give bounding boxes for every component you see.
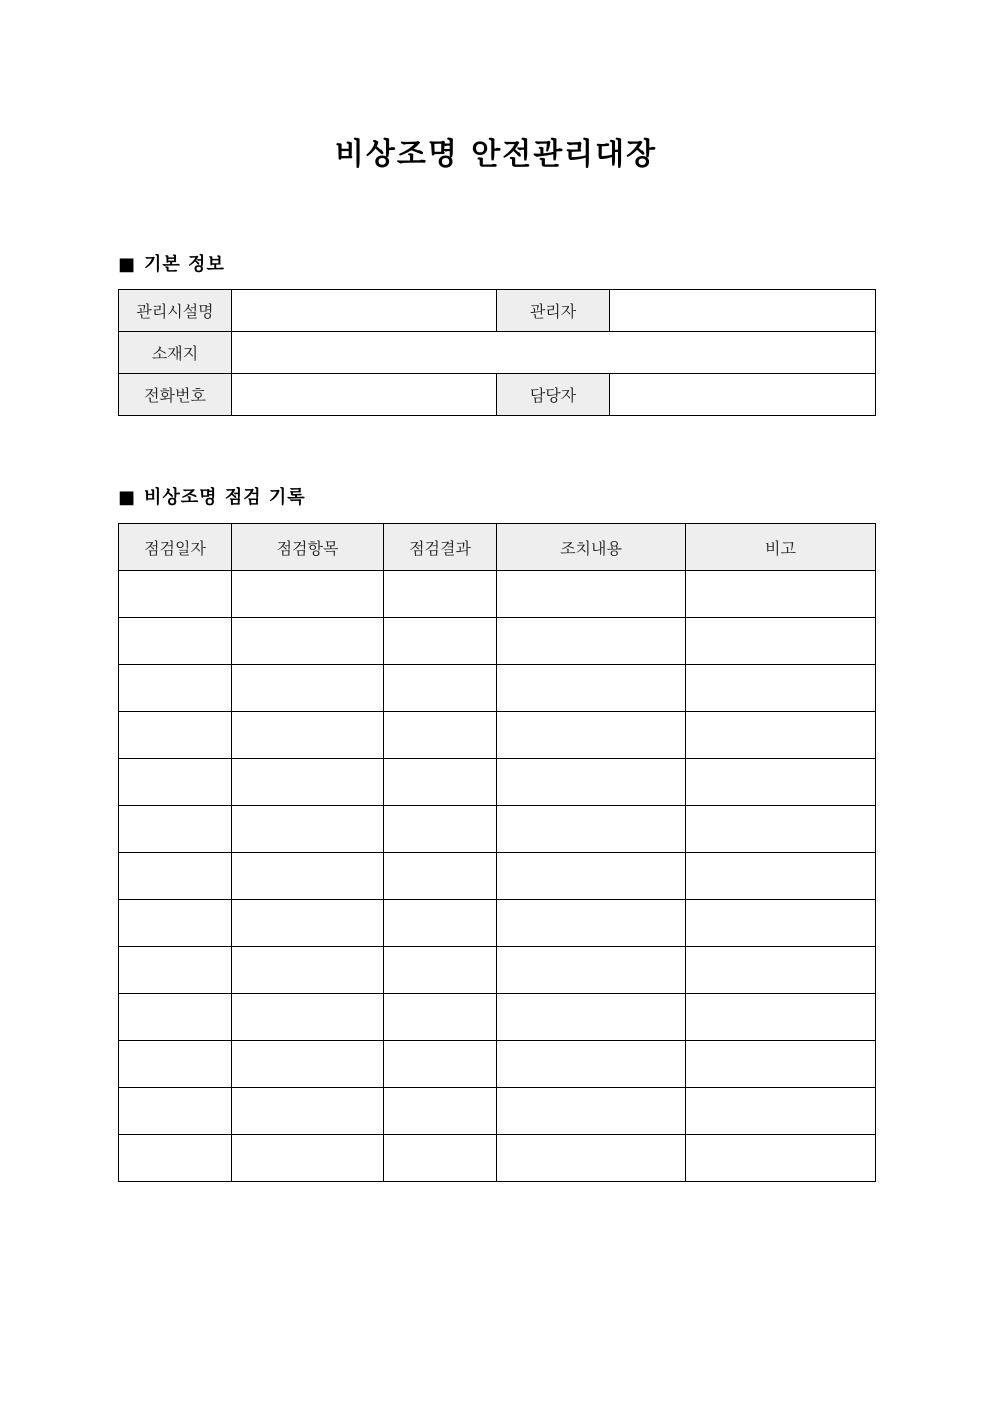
date-cell[interactable] (119, 1088, 232, 1135)
item-cell[interactable] (232, 1135, 384, 1182)
remarks-cell[interactable] (686, 712, 876, 759)
result-cell[interactable] (384, 853, 497, 900)
table-row (119, 1135, 876, 1182)
phone-field[interactable] (232, 374, 497, 416)
remarks-cell[interactable] (686, 1088, 876, 1135)
column-header-item: 점검항목 (232, 524, 384, 571)
basic-info-table (118, 289, 876, 416)
action-cell[interactable] (497, 900, 686, 947)
remarks-cell[interactable] (686, 665, 876, 712)
table-row (119, 853, 876, 900)
date-cell[interactable] (119, 712, 232, 759)
table-row (119, 947, 876, 994)
manager-label: 관리자 (497, 290, 610, 332)
item-cell[interactable] (232, 665, 384, 712)
result-cell[interactable] (384, 618, 497, 665)
item-cell[interactable] (232, 571, 384, 618)
item-cell[interactable] (232, 853, 384, 900)
action-cell[interactable] (497, 571, 686, 618)
person-in-charge-field[interactable] (610, 374, 876, 416)
action-cell[interactable] (497, 618, 686, 665)
table-row (119, 1041, 876, 1088)
result-cell[interactable] (384, 900, 497, 947)
table-row (119, 994, 876, 1041)
remarks-cell[interactable] (686, 853, 876, 900)
date-cell[interactable] (119, 947, 232, 994)
column-header-date: 점검일자 (119, 524, 232, 571)
table-row (119, 900, 876, 947)
remarks-cell[interactable] (686, 618, 876, 665)
table-row (119, 618, 876, 665)
date-cell[interactable] (119, 1041, 232, 1088)
facility-name-field[interactable] (232, 290, 497, 332)
column-header-result: 점검결과 (384, 524, 497, 571)
manager-field[interactable] (610, 290, 876, 332)
table-row (119, 571, 876, 618)
table-row (119, 1088, 876, 1135)
basic-info-heading-text: 기본 정보 (144, 254, 225, 275)
action-cell[interactable] (497, 806, 686, 853)
result-cell[interactable] (384, 1041, 497, 1088)
date-cell[interactable] (119, 571, 232, 618)
result-cell[interactable] (384, 571, 497, 618)
inspection-header-row (119, 524, 876, 571)
square-bullet-icon: ■ (118, 254, 137, 275)
item-cell[interactable] (232, 712, 384, 759)
action-cell[interactable] (497, 712, 686, 759)
column-header-action: 조치내용 (497, 524, 686, 571)
page-title: 비상조명 안전관리대장 (334, 137, 658, 172)
info-row-facility (119, 290, 876, 332)
action-cell[interactable] (497, 1135, 686, 1182)
item-cell[interactable] (232, 1041, 384, 1088)
basic-info-heading (118, 252, 225, 278)
inspection-log-heading-text: 비상조명 점검 기록 (144, 487, 306, 508)
item-cell[interactable] (232, 1088, 384, 1135)
table-row (119, 759, 876, 806)
result-cell[interactable] (384, 947, 497, 994)
action-cell[interactable] (497, 853, 686, 900)
item-cell[interactable] (232, 618, 384, 665)
item-cell[interactable] (232, 806, 384, 853)
result-cell[interactable] (384, 1135, 497, 1182)
action-cell[interactable] (497, 1041, 686, 1088)
date-cell[interactable] (119, 1135, 232, 1182)
phone-label: 전화번호 (119, 374, 232, 416)
item-cell[interactable] (232, 759, 384, 806)
result-cell[interactable] (384, 759, 497, 806)
location-label: 소재지 (119, 332, 232, 374)
action-cell[interactable] (497, 1088, 686, 1135)
item-cell[interactable] (232, 900, 384, 947)
remarks-cell[interactable] (686, 759, 876, 806)
facility-name-label: 관리시설명 (119, 290, 232, 332)
info-row-phone (119, 374, 876, 416)
date-cell[interactable] (119, 994, 232, 1041)
date-cell[interactable] (119, 806, 232, 853)
location-field[interactable] (232, 332, 876, 374)
table-row (119, 712, 876, 759)
table-row (119, 806, 876, 853)
person-in-charge-label: 담당자 (497, 374, 610, 416)
inspection-log-body (119, 571, 876, 1182)
remarks-cell[interactable] (686, 947, 876, 994)
remarks-cell[interactable] (686, 806, 876, 853)
item-cell[interactable] (232, 947, 384, 994)
date-cell[interactable] (119, 618, 232, 665)
inspection-log-heading (118, 485, 306, 511)
remarks-cell[interactable] (686, 1041, 876, 1088)
date-cell[interactable] (119, 900, 232, 947)
result-cell[interactable] (384, 994, 497, 1041)
result-cell[interactable] (384, 712, 497, 759)
result-cell[interactable] (384, 1088, 497, 1135)
remarks-cell[interactable] (686, 994, 876, 1041)
remarks-cell[interactable] (686, 1135, 876, 1182)
column-header-remarks: 비고 (686, 524, 876, 571)
action-cell[interactable] (497, 665, 686, 712)
remarks-cell[interactable] (686, 900, 876, 947)
result-cell[interactable] (384, 665, 497, 712)
inspection-log-table (118, 523, 876, 1182)
square-bullet-icon: ■ (118, 487, 137, 508)
date-cell[interactable] (119, 665, 232, 712)
action-cell[interactable] (497, 759, 686, 806)
action-cell[interactable] (497, 947, 686, 994)
date-cell[interactable] (119, 759, 232, 806)
date-cell[interactable] (119, 853, 232, 900)
remarks-cell[interactable] (686, 571, 876, 618)
item-cell[interactable] (232, 994, 384, 1041)
table-row (119, 665, 876, 712)
info-row-location (119, 332, 876, 374)
action-cell[interactable] (497, 994, 686, 1041)
result-cell[interactable] (384, 806, 497, 853)
